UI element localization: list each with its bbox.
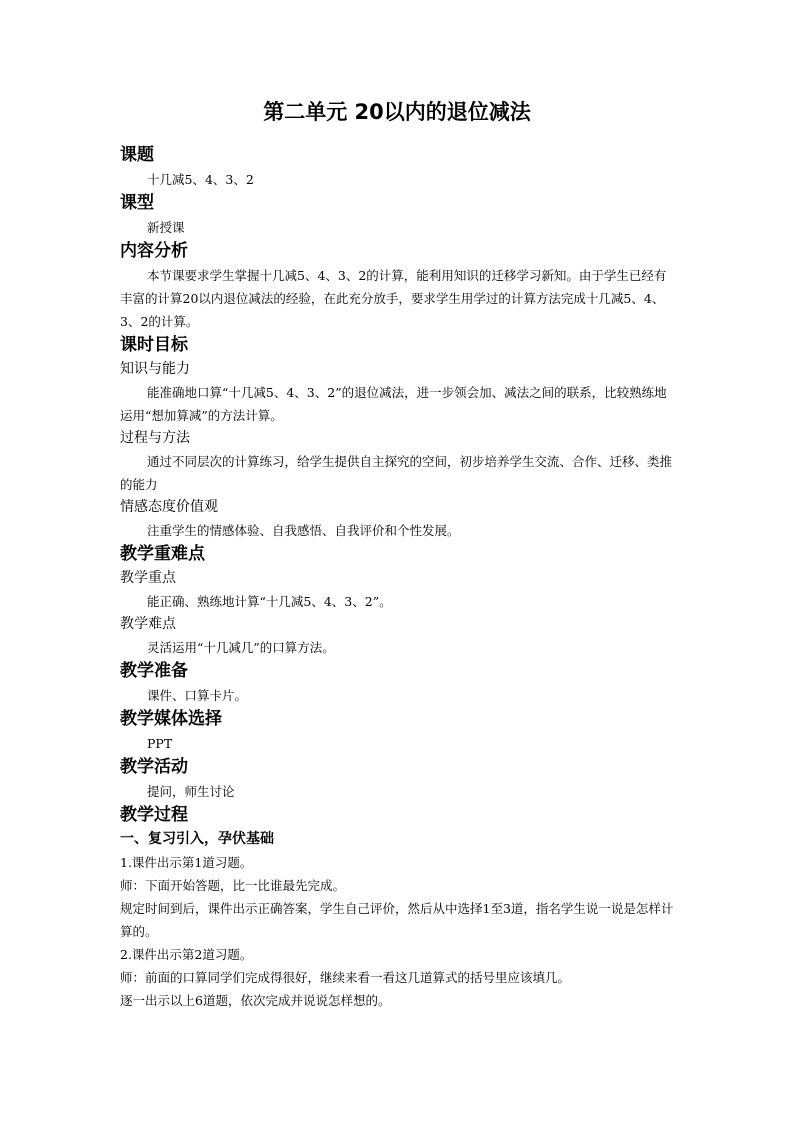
difficult-point-text: 灵活运用“十几减几”的口算方法。 <box>147 640 335 655</box>
type-text: 新授课 <box>147 220 185 235</box>
media-heading: 教学媒体选择 <box>120 709 222 729</box>
prep-heading: 教学准备 <box>120 661 188 681</box>
process-subheading: 一、复习引入，孕伏基础 <box>120 831 274 847</box>
activity-heading: 教学活动 <box>120 757 188 777</box>
topic-text: 十几减5、4、3、2 <box>147 172 254 187</box>
process-line: 逐一出示以上6道题，依次完成并说说怎样想的。 <box>120 993 391 1008</box>
emotion-text: 注重学生的情感体验、自我感悟、自我评价和个性发展。 <box>147 523 460 538</box>
analysis-heading: 内容分析 <box>120 241 188 261</box>
process-line: 师：下面开始答题，比一比谁最先完成。 <box>120 878 346 893</box>
knowledge-label: 知识与能力 <box>120 361 190 377</box>
goals-heading: 课时目标 <box>120 335 188 355</box>
media-text: PPT <box>147 736 173 751</box>
type-heading: 课型 <box>120 193 154 213</box>
document-title: 第二单元 20以内的退位减法 <box>263 100 531 124</box>
process-method-text: 通过不同层次的计算练习，给学生提供自主探究的空间，初步培养学生交流、合作、迁移、类推的能力 <box>120 454 673 492</box>
knowledge-text: 能准确地口算“十几减5、4、3、2”的退位减法，进一步领会加、减法之间的联系，比较熟练地运用“想加算减”的方法计算。 <box>120 385 667 423</box>
process-line: 1.课件出示第1道习题。 <box>120 855 253 870</box>
document-body <box>120 143 678 1012</box>
topic-heading: 课题 <box>120 145 154 165</box>
key-point-label: 教学重点 <box>120 570 176 586</box>
difficult-point-label: 教学难点 <box>120 616 176 632</box>
process-heading: 教学过程 <box>120 805 188 825</box>
process-method-label: 过程与方法 <box>120 430 190 446</box>
process-line: 规定时间到后，课件出示正确答案，学生自己评价，然后从中选择1至3道，指名学生说一说是怎样计算的。 <box>120 901 674 939</box>
analysis-text: 本节课要求学生掌握十几减5、4、3、2的计算，能利用知识的迁移学习新知。由于学生已经有丰富的计算20以内退位减法的经验，在此充分放手，要求学生用学过的计算方法完成十几减5、4、3、2的计算。 <box>120 268 667 329</box>
process-line: 2.课件出示第2道习题。 <box>120 947 253 962</box>
activity-text: 提问，师生讨论 <box>147 784 235 799</box>
emotion-label: 情感态度价值观 <box>120 499 218 515</box>
key-points-heading: 教学重难点 <box>120 544 205 564</box>
process-line: 师：前面的口算同学们完成得很好，继续来看一看这几道算式的括号里应该填几。 <box>120 970 571 985</box>
key-point-text: 能正确、熟练地计算“十几减5、4、3、2”。 <box>147 594 392 609</box>
prep-text: 课件、口算卡片。 <box>147 688 248 703</box>
